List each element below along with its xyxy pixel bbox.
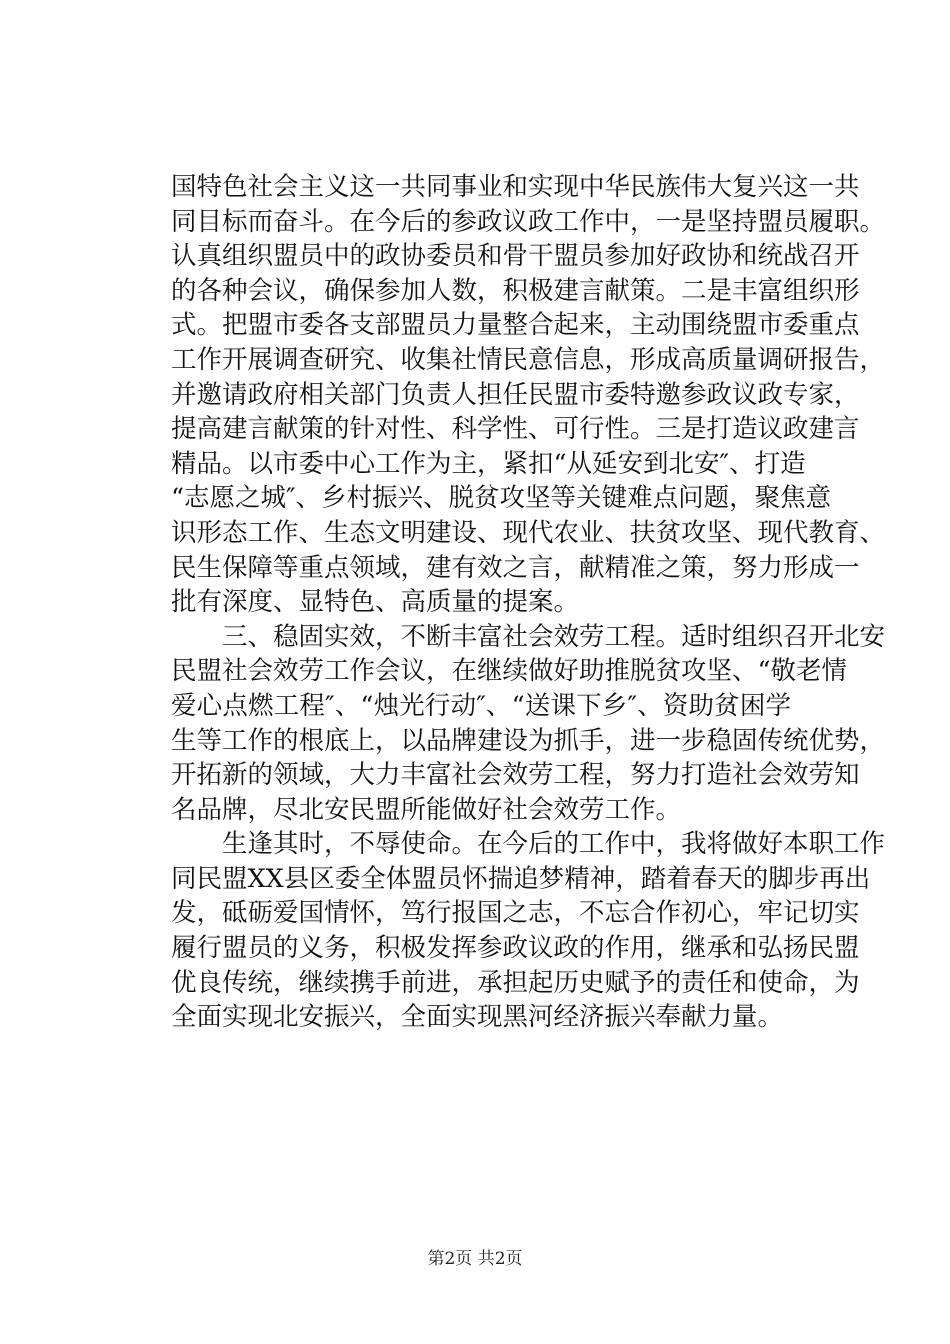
- paragraph-end-line: 名品牌，尽北安民盟所能做好社会效劳工作。: [171, 794, 682, 825]
- text-line: 识形态工作、生态文明建设、现代农业、扶贫攻坚、现代教育、: [171, 517, 886, 548]
- paragraph-end-line: 批有深度、显特色、高质量的提案。: [171, 587, 580, 618]
- text-line: 国特色社会主义这一共同事业和实现中华民族伟大复兴这一共: [171, 172, 860, 202]
- text-line: 优良传统，继续携手前进，承担起历史赋予的责任和使命，为: [171, 967, 860, 998]
- text-line: 同目标而奋斗。在今后的参政议政工作中，一是坚持盟员履职。: [171, 206, 886, 237]
- text-line: 发，砥砺爱国情怀，笃行报国之志，不忘合作初心，牢记切实: [171, 898, 860, 929]
- text-line: 同民盟XX县区委全体盟员怀揣追梦精神，踏着春天的脚步再出: [171, 863, 871, 894]
- text-line: 式。把盟市委各支部盟员力量整合起来，主动围绕盟市委重点: [171, 310, 860, 341]
- text-line: 爱心点燃工程″、“烛光行动″、“送课下乡″、资助贫困学: [171, 690, 791, 721]
- text-line: 履行盟员的义务，积极发挥参政议政的作用，继承和弘扬民盟: [171, 933, 860, 964]
- text-line: 的各种会议，确保参加人数，积极建言献策。二是丰富组织形: [171, 275, 860, 306]
- text-line: 提高建言献策的针对性、科学性、可行性。三是打造议政建言: [171, 414, 860, 445]
- text-line: 工作开展调查研究、收集社情民意信息，形成高质量调研报告，: [171, 344, 886, 375]
- text-line: 并邀请政府相关部门负责人担任民盟市委特邀参政议政专家，: [171, 379, 860, 410]
- paragraph-end-line: 全面实现北安振兴，全面实现黑河经济振兴奉献力量。: [171, 1002, 784, 1033]
- text-line: “志愿之城″、乡村振兴、脱贫攻坚等关键难点问题，聚焦意: [171, 483, 832, 514]
- text-line: 生逢其时，不辱使命。在今后的工作中，我将做好本职工作: [171, 829, 886, 860]
- text-line: 三、稳固实效，不断丰富社会效劳工程。适时组织召开北安: [171, 621, 886, 652]
- text-line: 生等工作的根底上，以品牌建设为抓手，进一步稳固传统优势，: [171, 725, 886, 756]
- text-line: 精品。以市委中心工作为主，紧扣“从延安到北安″、打造: [171, 448, 806, 479]
- text-line: 民盟社会效劳工作会议，在继续做好助推脱贫攻坚、“敬老情: [171, 656, 848, 687]
- text-line: 认真组织盟员中的政协委员和骨干盟员参加好政协和统战召开: [171, 241, 860, 272]
- page-number-footer: 第2页 共2页: [427, 1249, 523, 1269]
- text-line: 民生保障等重点领域，建有效之言，献精准之策，努力形成一: [171, 552, 860, 583]
- text-line: 开拓新的领域，大力丰富社会效劳工程，努力打造社会效劳知: [171, 760, 860, 791]
- document-body: [171, 170, 886, 1035]
